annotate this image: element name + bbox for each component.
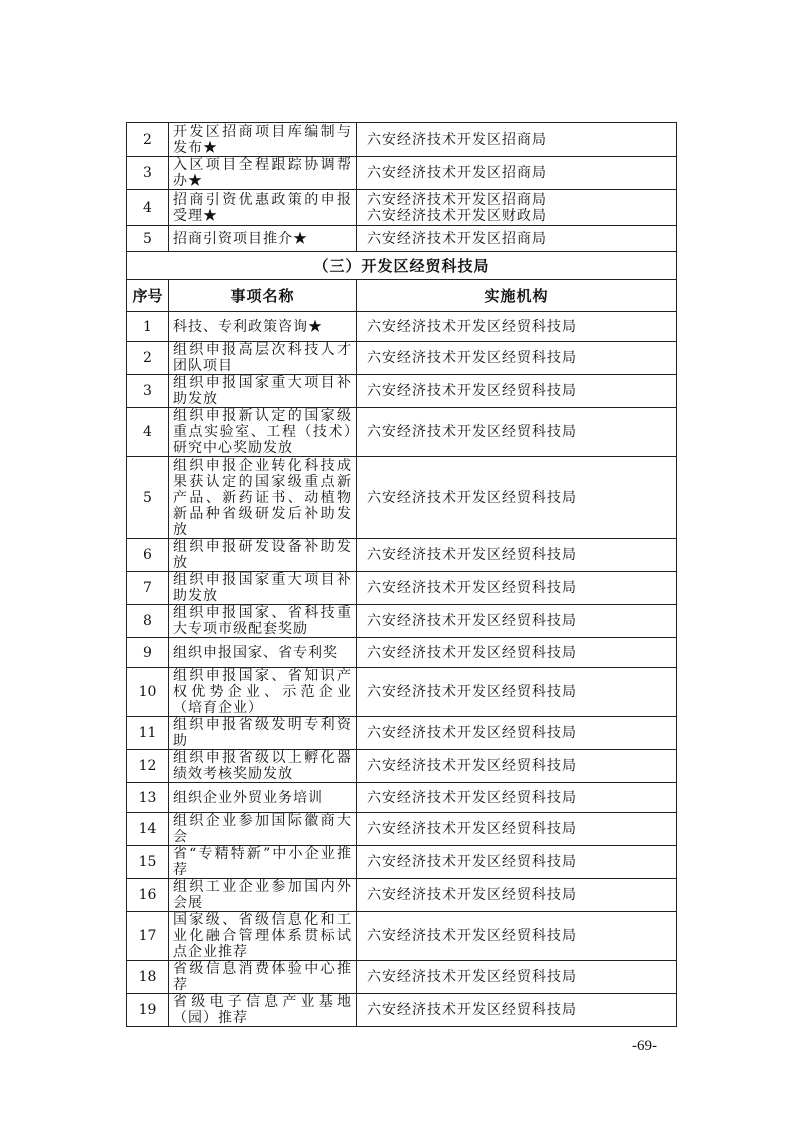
row-number: 3 xyxy=(127,157,169,190)
table-row xyxy=(127,157,677,190)
row-number: 5 xyxy=(127,226,169,252)
header-seq: 序号 xyxy=(127,280,169,312)
table-row xyxy=(127,312,677,342)
header-row xyxy=(127,280,677,312)
item-name: 组织工业企业参加国内外会展 xyxy=(169,879,357,912)
table-row xyxy=(127,668,677,717)
item-name: 组织申报国家、省专利奖 xyxy=(169,638,357,668)
service-items-table xyxy=(126,122,677,1027)
table-row xyxy=(127,605,677,638)
page-number: -69- xyxy=(632,1038,657,1054)
row-number: 19 xyxy=(127,994,169,1027)
implementing-org: 六安经济技术开发区招商局 xyxy=(357,226,677,252)
item-name: 组织申报国家重大项目补助发放 xyxy=(169,572,357,605)
table-row xyxy=(127,190,677,226)
row-number: 2 xyxy=(127,123,169,157)
table-row xyxy=(127,638,677,668)
row-number: 12 xyxy=(127,750,169,783)
table-row xyxy=(127,123,677,157)
item-name: 组织企业外贸业务培训 xyxy=(169,783,357,813)
row-number: 15 xyxy=(127,846,169,879)
item-name: 组织申报高层次科技人才团队项目 xyxy=(169,342,357,375)
row-number: 6 xyxy=(127,539,169,572)
item-name: 组织企业参加国际徽商大会 xyxy=(169,813,357,846)
item-name: 入区项目全程跟踪协调帮办★ xyxy=(169,157,357,190)
implementing-org: 六安经济技术开发区经贸科技局 xyxy=(357,312,677,342)
item-name: 省级电子信息产业基地（园）推荐 xyxy=(169,994,357,1027)
table-row xyxy=(127,717,677,750)
row-number: 8 xyxy=(127,605,169,638)
item-name: 组织申报新认定的国家级重点实验室、工程（技术）研究中心奖励发放 xyxy=(169,408,357,457)
item-name: 招商引资项目推介★ xyxy=(169,226,357,252)
item-name: 组织申报省级以上孵化器绩效考核奖励发放 xyxy=(169,750,357,783)
table-row xyxy=(127,813,677,846)
row-number: 2 xyxy=(127,342,169,375)
table-row xyxy=(127,750,677,783)
table-row xyxy=(127,783,677,813)
implementing-org: 六安经济技术开发区招商局 xyxy=(357,157,677,190)
implementing-org: 六安经济技术开发区经贸科技局 xyxy=(357,994,677,1027)
section-title: （三）开发区经贸科技局 xyxy=(127,252,677,280)
table-row xyxy=(127,375,677,408)
row-number: 4 xyxy=(127,190,169,226)
implementing-org: 六安经济技术开发区招商局 六安经济技术开发区财政局 xyxy=(357,190,677,226)
implementing-org: 六安经济技术开发区经贸科技局 xyxy=(357,813,677,846)
item-name: 组织申报省级发明专利资助 xyxy=(169,717,357,750)
row-number: 9 xyxy=(127,638,169,668)
row-number: 18 xyxy=(127,961,169,994)
section-row xyxy=(127,252,677,280)
item-name: 开发区招商项目库编制与发布★ xyxy=(169,123,357,157)
item-rows xyxy=(127,312,677,1027)
table-row xyxy=(127,572,677,605)
row-number: 14 xyxy=(127,813,169,846)
row-number: 1 xyxy=(127,312,169,342)
row-number: 4 xyxy=(127,408,169,457)
implementing-org: 六安经济技术开发区经贸科技局 xyxy=(357,668,677,717)
table-row xyxy=(127,457,677,539)
item-name: 组织申报研发设备补助发放 xyxy=(169,539,357,572)
row-number: 5 xyxy=(127,457,169,539)
implementing-org: 六安经济技术开发区经贸科技局 xyxy=(357,783,677,813)
item-name: 组织申报国家、省科技重大专项市级配套奖励 xyxy=(169,605,357,638)
table-row xyxy=(127,408,677,457)
table-row xyxy=(127,879,677,912)
item-name: 组织申报国家、省知识产权优势企业、示范企业（培育企业） xyxy=(169,668,357,717)
implementing-org: 六安经济技术开发区经贸科技局 xyxy=(357,717,677,750)
table-row xyxy=(127,539,677,572)
implementing-org: 六安经济技术开发区经贸科技局 xyxy=(357,846,677,879)
item-name: 省级信息消费体验中心推荐 xyxy=(169,961,357,994)
table-row xyxy=(127,226,677,252)
implementing-org: 六安经济技术开发区经贸科技局 xyxy=(357,539,677,572)
implementing-org: 六安经济技术开发区经贸科技局 xyxy=(357,961,677,994)
item-name: 组织申报企业转化科技成果获认定的国家级重点新产品、新药证书、动植物新品种省级研发后补助发放 xyxy=(169,457,357,539)
item-name: 招商引资优惠政策的申报受理★ xyxy=(169,190,357,226)
table-row xyxy=(127,961,677,994)
row-number: 13 xyxy=(127,783,169,813)
implementing-org: 六安经济技术开发区经贸科技局 xyxy=(357,912,677,961)
row-number: 10 xyxy=(127,668,169,717)
row-number: 3 xyxy=(127,375,169,408)
top-rows xyxy=(127,123,677,312)
table-row xyxy=(127,846,677,879)
header-item-name: 事项名称 xyxy=(169,280,357,312)
table-row xyxy=(127,994,677,1027)
row-number: 17 xyxy=(127,912,169,961)
implementing-org: 六安经济技术开发区经贸科技局 xyxy=(357,457,677,539)
implementing-org: 六安经济技术开发区招商局 xyxy=(357,123,677,157)
item-name: 省“专精特新”中小企业推荐 xyxy=(169,846,357,879)
implementing-org: 六安经济技术开发区经贸科技局 xyxy=(357,375,677,408)
implementing-org: 六安经济技术开发区经贸科技局 xyxy=(357,750,677,783)
header-implementing-org: 实施机构 xyxy=(357,280,677,312)
item-name: 科技、专利政策咨询★ xyxy=(169,312,357,342)
implementing-org: 六安经济技术开发区经贸科技局 xyxy=(357,605,677,638)
item-name: 组织申报国家重大项目补助发放 xyxy=(169,375,357,408)
implementing-org: 六安经济技术开发区经贸科技局 xyxy=(357,408,677,457)
row-number: 11 xyxy=(127,717,169,750)
table-row xyxy=(127,342,677,375)
implementing-org: 六安经济技术开发区经贸科技局 xyxy=(357,572,677,605)
implementing-org: 六安经济技术开发区经贸科技局 xyxy=(357,342,677,375)
implementing-org: 六安经济技术开发区经贸科技局 xyxy=(357,638,677,668)
row-number: 7 xyxy=(127,572,169,605)
table-row xyxy=(127,912,677,961)
implementing-org: 六安经济技术开发区经贸科技局 xyxy=(357,879,677,912)
item-name: 国家级、省级信息化和工业化融合管理体系贯标试点企业推荐 xyxy=(169,912,357,961)
row-number: 16 xyxy=(127,879,169,912)
